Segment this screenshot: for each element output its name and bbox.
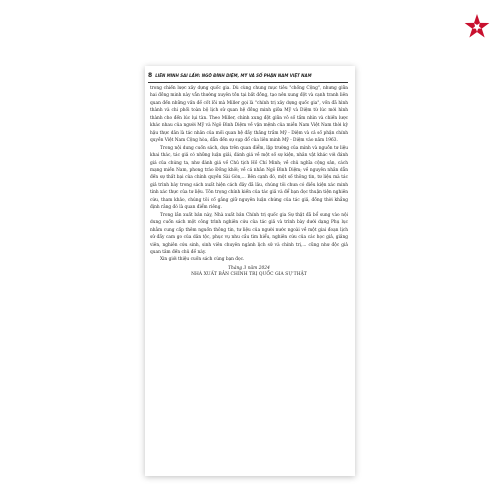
publisher-logo-icon <box>462 12 492 42</box>
date-line: Tháng 3 năm 2024 <box>228 265 270 271</box>
running-header <box>148 72 348 83</box>
paragraph-2: Trong nội dung cuốn sách, dựa trên quan điểm, lập trường của mình và nguồn tư liệu khai thác, tác giả có những luận giải, đánh giá về một số sự kiện, nhân vật khác với đánh giá của chúng ta, như đánh giá về Chủ tịch Hồ Chí Minh; về chủ nghĩa cộng sản, cách mạng miền Nam, phong trào Đồng khởi; về cá nhân Ngô Đình Diệm; về nguyên nhân dẫn đến sự thất bại của chính quyền Sài Gòn,... Bên cạnh đó, một số thông tin, tư liệu mà tác giả trình bày trong sách xuất hiện cách đây đã lâu, chúng tôi chưa có điều kiện xác minh tính xác thực của tư liệu. Tôn trọng chính kiến của tác giả và để bạn đọc thuận tiện nghiên cứu, tham khảo, chúng tôi cố gắng giữ nguyên luận chứng của tác giả, đồng thời khẳng định rằng đó là quan điểm riêng. <box>150 145 349 211</box>
page-body <box>150 85 348 278</box>
page-number: 8 <box>148 72 153 79</box>
paragraph-4: Xin giới thiệu cuốn sách cùng bạn đọc. <box>160 257 245 263</box>
publisher-line: NHÀ XUẤT BẢN CHÍNH TRỊ QUỐC GIA SỰ THẬT <box>191 271 307 277</box>
book-page <box>145 66 355 476</box>
running-title: LIÊN MINH SAI LẦM: NGÔ ĐÌNH DIỆM, MỸ VÀ SỐ PHẬN NAM VIỆT NAM <box>155 73 312 78</box>
paragraph-3: Trong lần xuất bản này, Nhà xuất bản Chính trị quốc gia Sự thật đã bổ sung vào nội dung cuốn sách một công trình nghiên cứu của tác giả và trình bày dưới dạng Phụ lục nhằm cung cấp thêm nguồn thông tin, tư liệu của người nước ngoài về một giai đoạn lịch sử đầy cam go của dân tộc, phục vụ nhu cầu tìm hiểu, nghiên cứu của các học giả, giảng viên, nghiên cứu sinh, sinh viên chuyên ngành lịch sử và chính trị,... cũng như độc giả quan tâm đến chủ đề này. <box>150 212 348 255</box>
paragraph-1: trong chiến lược xây dựng quốc gia. Dù cùng chung mục tiêu "chống Cộng", nhưng giữa hai đồng minh này vẫn thường xuyên tồn tại bất đồng, tạo nên xung đột và cạnh tranh liên quan đến những vấn đề cốt lõi mà Miller gọi là "chính trị xây dựng quốc gia", vốn đã hình thành và chi phối toàn bộ lịch sử quan hệ đồng minh giữa Mỹ và Diệm từ lúc mới hình thành cho đến lúc lụi tàn. Theo Miller, chính xung đột giữa vô số tầm nhìn và chiến lược khác nhau của người Mỹ và Ngô Đình Diệm về vận mệnh của miền Nam Việt Nam thời kỳ hậu thực dân là tác nhân của mối quan hệ đầy thăng trầm Mỹ - Diệm và cả số phận chính quyền Việt Nam Cộng hòa, dẫn đến sự sụp đổ của liên minh Mỹ - Diệm vào năm 1963. <box>150 86 348 144</box>
